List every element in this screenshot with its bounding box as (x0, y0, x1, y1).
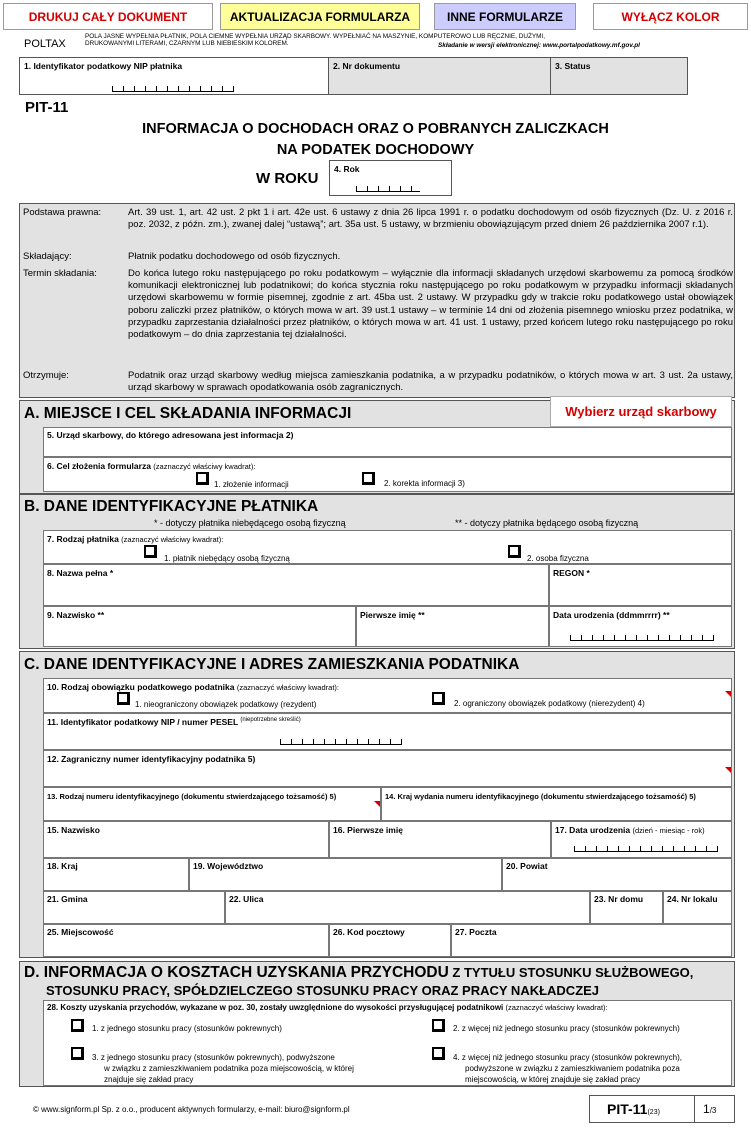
year-prefix: W ROKU (256, 170, 319, 187)
legal-basis-row (23, 207, 733, 245)
legal-basis-value: Art. 39 ust. 1, art. 42 ust. 2 pkt 1 i art. 42e ust. 6 ustawy z dnia 26 lipca 1991 r. o podatku dochodowym od osób fizycznych (Dz. U. z 2016 r. poz. 2032, z późn. zm.), zwanej dalej “ustawą”; art. 35a ust. 5 ustawy, w brzmieniu obowiązującym przed dniem 26 października 2007 r.1). (128, 207, 733, 231)
payer-note-physical: ** - dotyczy płatnika będącego osobą fizyczną (455, 518, 639, 528)
payer-nonphysical-label: 1. płatnik niebędący osobą fizyczną (164, 554, 290, 563)
payer-nonphysical-checkbox[interactable] (144, 545, 157, 558)
filer-row (23, 251, 733, 264)
field-24-label: 24. Nr lokalu (667, 894, 718, 904)
form-title-line2: NA PODATEK DOCHODOWY (276, 142, 475, 158)
field-6-label (47, 461, 255, 471)
footer-divider (694, 1096, 695, 1122)
costs-option-4-line3: miejscowością, w której znajduje się zakład pracy (465, 1075, 641, 1084)
field-12-label: 12. Zagraniczny numer identyfikacyjny podatnika 5) (47, 754, 256, 764)
regon-field[interactable] (549, 564, 732, 606)
field-10-label-text: 10. Rodzaj obowiązku podatkowego podatnika (47, 682, 235, 692)
nip-comb (112, 86, 234, 92)
nip-pesel-comb (280, 739, 402, 745)
field-28-hint: (zaznaczyć właściwy kwadrat): (505, 1003, 608, 1012)
field-17-label-text: 17. Data urodzenia (555, 825, 631, 835)
field-23-house-number[interactable] (590, 891, 663, 924)
field-20-label: 20. Powiat (506, 861, 548, 871)
field-22-street[interactable] (225, 891, 590, 924)
field-28-label (47, 1003, 608, 1012)
field-13-label: 13. Rodzaj numeru identyfikacyjnego (dokumentu stwierdzającego tożsamość) 5) (47, 792, 337, 801)
field-11-hint: (niepotrzebne skreślić) (240, 717, 301, 723)
footer-version: (23) (647, 1109, 660, 1116)
field-25-label: 25. Miejscowość (47, 927, 114, 937)
electronic-filing-note: Składanie w wersji elektronicznej: www.portalpodatkowy.mf.gov.pl (438, 42, 640, 49)
footer-page: 1 (703, 1102, 710, 1116)
fill-instructions-line1: POLA JASNE WYPEŁNIA PŁATNIK, POLA CIEMNE WYPEŁNIA URZĄD SKARBOWY. WYPEŁNIAĆ NA MASZYNIE, KOMPUTEROWO LUB RĘCZNIE, DUŻYMI, (85, 33, 545, 40)
year-comb (356, 186, 420, 192)
field-15-surname[interactable] (43, 821, 329, 858)
field-26-postal-code[interactable] (329, 924, 451, 957)
footer-code-text: PIT-11 (607, 1101, 648, 1117)
obligation-nonresident-checkbox[interactable] (432, 692, 445, 705)
section-d-title-rest: Z TYTUŁU STOSUNKU SŁUŻBOWEGO, (448, 965, 694, 980)
field-18-label: 18. Kraj (47, 861, 78, 871)
recipient-row (23, 370, 733, 396)
recipient-key: Otrzymuje: (23, 370, 69, 381)
regon-label: REGON * (553, 568, 590, 578)
recipient-value: Podatnik oraz urząd skarbowy według miejsca zamieszkania podatnika, a w przypadku podatników, o których mowa w art. 3 ust. 2a ustawy, urząd skarbowy w sprawach opodatkowania osób zagranicznych. (128, 370, 733, 394)
costs-option-3-line1: 3. z jednego stosunku pracy (stosunków pokrewnych), podwyższone (92, 1053, 335, 1062)
field-2-label: 2. Nr dokumentu (333, 61, 401, 71)
footer-pages: /3 (709, 1106, 717, 1115)
field-19-voivodeship[interactable] (189, 858, 502, 891)
costs-option-3-label (92, 1052, 354, 1085)
toggle-color-button[interactable]: WYŁĄCZ KOLOR (593, 3, 748, 30)
field-7-hint: (zaznaczyć właściwy kwadrat): (121, 535, 224, 544)
section-d-title-main: D. INFORMACJA O KOSZTACH UZYSKANIA PRZYCHODU (24, 964, 449, 981)
field-9-label: 9. Nazwisko ** (47, 610, 105, 620)
field-21-commune[interactable] (43, 891, 225, 924)
payer-physical-label: 2. osoba fizyczna (527, 554, 589, 563)
costs-option-1-checkbox[interactable] (71, 1019, 84, 1032)
payer-first-name-label: Pierwsze imię ** (360, 610, 425, 620)
section-c-title: C. DANE IDENTYFIKACYJNE I ADRES ZAMIESZKANIA PODATNIKA (24, 656, 520, 673)
field-15-label: 15. Nazwisko (47, 825, 100, 835)
costs-option-4-label (453, 1052, 682, 1085)
field-27-label: 27. Poczta (455, 927, 497, 937)
costs-option-4-checkbox[interactable] (432, 1047, 445, 1060)
field-22-label: 22. Ulica (229, 894, 264, 904)
field-20-county[interactable] (502, 858, 732, 891)
costs-option-1-label: 1. z jednego stosunku pracy (stosunków pokrewnych) (92, 1024, 282, 1033)
brand-label: POLTAX (24, 38, 66, 50)
field-6-label-text: 6. Cel złożenia formularza (47, 461, 151, 471)
filer-key: Składający: (23, 251, 72, 262)
payer-birth-date-field[interactable] (549, 606, 732, 647)
costs-option-2-label: 2. z więcej niż jednego stosunku pracy (stosunków pokrewnych) (453, 1024, 680, 1033)
field-7-label-text: 7. Rodzaj płatnika (47, 534, 119, 544)
purpose-submission-checkbox[interactable] (196, 472, 209, 485)
section-d-title-line2: STOSUNKU PRACY, SPÓŁDZIELCZEGO STOSUNKU PRACY ORAZ PRACY NAKŁADCZEJ (46, 983, 600, 998)
birth-date-comb (574, 846, 718, 852)
field-4-label: 4. Rok (334, 164, 360, 174)
payer-note-nonphysical: * - dotyczy płatnika niebędącego osobą fizyczną (154, 518, 346, 528)
field-2-doc-number (328, 57, 551, 95)
field-25-city[interactable] (43, 924, 329, 957)
payer-birth-date-label: Data urodzenia (ddmmrrrr) ** (553, 610, 670, 620)
costs-option-4-line1: 4. z więcej niż jednego stosunku pracy (stosunków pokrewnych), (453, 1053, 682, 1062)
costs-option-4-line2: podwyższone w związku z zamieszkiwaniem podatnika poza (465, 1064, 680, 1073)
field-14-id-country[interactable] (381, 787, 732, 821)
field-21-label: 21. Gmina (47, 894, 88, 904)
legal-basis-key: Podstawa prawna: (23, 207, 102, 218)
field-1-label: 1. Identyfikator podatkowy NIP płatnika (24, 61, 183, 71)
filer-value: Płatnik podatku dochodowego od osób fizycznych. (128, 251, 341, 262)
costs-option-3-line3: znajduje się zakład pracy (104, 1075, 194, 1084)
field-27-post-office[interactable] (451, 924, 732, 957)
payer-first-name-field[interactable] (356, 606, 549, 647)
field-4-year[interactable] (329, 160, 452, 196)
field-11-nip-pesel[interactable] (43, 713, 732, 750)
field-26-label: 26. Kod pocztowy (333, 927, 405, 937)
field-6-hint: (zaznaczyć właściwy kwadrat): (153, 462, 256, 471)
field-10-marker (725, 691, 731, 697)
print-document-button[interactable]: DRUKUJ CAŁY DOKUMENT (3, 3, 213, 30)
field-17-label (555, 825, 705, 835)
field-10-hint: (zaznaczyć właściwy kwadrat): (236, 683, 339, 692)
purpose-submission-label: 1. złożenie informacji (214, 480, 289, 489)
obligation-resident-label: 1. nieograniczony obowiązek podatkowy (rezydent) (135, 700, 317, 709)
field-17-birth-date[interactable] (551, 821, 732, 858)
field-19-label: 19. Województwo (193, 861, 264, 871)
obligation-nonresident-label: 2. ograniczony obowiązek podatkowy (nierezydent) 4) (454, 699, 645, 708)
section-d-title-line1 (24, 964, 693, 982)
field-10-label (47, 682, 339, 692)
field-13-id-type[interactable] (43, 787, 381, 821)
field-16-first-name[interactable] (329, 821, 551, 858)
costs-option-2-checkbox[interactable] (432, 1019, 445, 1032)
field-3-status (550, 57, 688, 95)
field-9-surname[interactable] (43, 606, 356, 647)
field-12-foreign-id[interactable] (43, 750, 732, 787)
payer-birth-comb (570, 635, 714, 641)
field-1-nip[interactable] (19, 57, 329, 95)
field-24-apartment-number[interactable] (663, 891, 732, 924)
field-14-label: 14. Kraj wydania numeru identyfikacyjnego (dokumentu stwierdzającego tożsamość) 5) (385, 792, 696, 801)
field-16-label: 16. Pierwsze imię (333, 825, 403, 835)
deadline-row (23, 268, 733, 366)
obligation-resident-checkbox[interactable] (117, 692, 130, 705)
section-b-title: B. DANE IDENTYFIKACYJNE PŁATNIKA (24, 498, 319, 515)
footer-copyright: © www.signform.pl Sp. z o.o., producent aktywnych formularzy, e-mail: biuro@signform.pl (33, 1105, 350, 1114)
field-8-full-name[interactable] (43, 564, 549, 606)
form-code: PIT-11 (25, 99, 69, 116)
deadline-value: Do końca lutego roku następującego po roku podatkowym – wyłącznie dla informacji składanych urzędowi skarbowemu za pomocą środków komunikacji elektronicznej lub podatnikowi; do końca stycznia roku następującego po roku podatkowym w przypadku informacji składanych urzędowi skarbowemu w formie pisemnej, zgodnie z art. 45ba ust. 2 ustawy. W przypadku gdy w trakcie roku podatkowego ustał obowiązek poboru zaliczki przez płatników, o których mowa w art. 39 ust.1 ustawy – w terminie 14 dni od złożenia pisemnego wniosku przez podatnika, w przypadku zaprzestania działalności przez płatników, o których mowa w art. 41 ust. 1 ustawy, przed końcem lutego roku następującego po roku podatkowym – do dnia zaprzestania tej działalności. (128, 268, 733, 341)
deadline-key: Termin składania: (23, 268, 97, 279)
costs-option-3-line2: w związku z zamieszkiwaniem podatnika poza miejscowością, w której (104, 1064, 354, 1073)
costs-option-3-checkbox[interactable] (71, 1047, 84, 1060)
footer-form-code-box (589, 1095, 735, 1123)
purpose-correction-label: 2. korekta informacji 3) (384, 479, 465, 488)
footer-form-code (607, 1101, 660, 1117)
field-8-label: 8. Nazwa pełna * (47, 568, 114, 578)
purpose-correction-checkbox[interactable] (362, 472, 375, 485)
footer-page-number (703, 1102, 716, 1116)
other-forms-button[interactable]: INNE FORMULARZE (434, 3, 576, 30)
field-12-marker (725, 767, 731, 773)
choose-tax-office-button[interactable]: Wybierz urząd skarbowy (550, 396, 732, 427)
field-28-label-text: 28. Koszty uzyskania przychodów, wykazane w poz. 30, zostały uwzględnione do wysokości przysługującej podatnikowi (47, 1003, 504, 1012)
field-5-label: 5. Urząd skarbowy, do którego adresowana jest informacja 2) (47, 430, 294, 440)
field-18-country[interactable] (43, 858, 189, 891)
update-form-button[interactable]: AKTUALIZACJA FORMULARZA (220, 3, 420, 30)
field-5-tax-office[interactable] (43, 427, 732, 457)
field-11-label-text: 11. Identyfikator podatkowy NIP / numer PESEL (47, 717, 238, 727)
field-11-label (47, 717, 301, 727)
field-7-label (47, 534, 223, 544)
field-17-hint: (dzień - miesiąc - rok) (632, 826, 705, 835)
section-a-title: A. MIEJSCE I CEL SKŁADANIA INFORMACJI (24, 405, 352, 422)
field-13-marker (374, 801, 380, 807)
field-3-label: 3. Status (555, 61, 591, 71)
field-23-label: 23. Nr domu (594, 894, 644, 904)
fill-instructions-line2: DRUKOWANYMI LITERAMI, CZARNYM LUB NIEBIESKIM KOLOREM. (85, 40, 289, 48)
form-title-line1: INFORMACJA O DOCHODACH ORAZ O POBRANYCH ZALICZKACH (142, 121, 609, 137)
payer-physical-checkbox[interactable] (508, 545, 521, 558)
